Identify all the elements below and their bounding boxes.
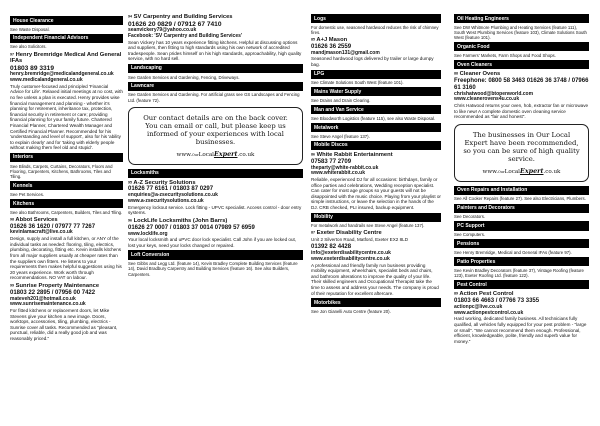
listing-description: Emergency lockout service. Lock fitting - UPVC specialist. Access control - door entry systems. <box>128 204 302 216</box>
feature-number: 88 <box>454 71 458 76</box>
section-note: For metalwork and handrails see Steve Angel (feature 137). <box>311 223 425 229</box>
listing-facebook[interactable]: Facebook: 'SV Carpentry and Building Services' <box>128 32 243 39</box>
promo-text: Our contact details are on the back cover. You can email or call, but please keep us informed of your experiences with local businesses. <box>143 113 288 146</box>
logo-local: Local <box>198 151 214 158</box>
section-header: Mobility <box>311 213 441 222</box>
section-note: For domestic use, seasoned hardwood reduces the risk of chimney fires. <box>311 24 439 35</box>
listing-description: Design, supply and install a full kitchen, or ANY of the individual tasks as needed: flooring, tiling, electrics, plumbing, decorating, fitting etc. Kevin installs kitchens from all major suppliers usually at cheaper rates than the suppliers own fitters. He listens to your requirements then makes helpful suggestions using his 20 years experience. Work worth through recommendations. NO VAT on labour. <box>10 236 122 281</box>
listing-name-text: Exeter Disability Centre <box>316 230 382 237</box>
logo-our: Our <box>192 152 199 157</box>
listing-name <box>454 291 589 298</box>
section-note: See Computers. <box>454 232 486 238</box>
listing-name-text: Abbot Services <box>15 216 58 223</box>
section-header: Painters and Decorators <box>454 204 589 213</box>
section-note: See Henry Bremridge, Medical and General IFAs (feature 97). <box>454 249 572 255</box>
section-header: Mobile Discos <box>311 141 441 150</box>
logo-www: www. <box>482 169 499 175</box>
listing-email[interactable]: info@exeterdisabilitycentre.co.uk <box>311 250 391 257</box>
listing-name-text: Henry Bremridge Medical And General IFAs <box>10 51 122 65</box>
feature-number: 85 <box>311 37 315 42</box>
listing-email[interactable]: actionpc@live.co.uk <box>454 303 503 310</box>
listing-phone: 01803 89 3319 <box>10 64 55 72</box>
section-note: See Kevin Bradley Decorators (feature 37), Vintage Roofing (feature 123), Exeter Roofing Ltd. (feature 122). <box>454 267 584 278</box>
logo-expert: Expert <box>213 149 238 158</box>
listing-website[interactable]: www.exeterdisabilitycentre.co.uk <box>311 255 390 262</box>
listing-email[interactable]: mateveh201@hotmail.co.uk <box>10 295 76 302</box>
ourlocalexpert-logo <box>463 168 580 176</box>
listing-website[interactable]: www.medicalandgeneral.co.uk <box>10 77 83 84</box>
listing-website[interactable]: www.a-zsecuritysolutions.co.uk <box>128 198 204 205</box>
section-note: See Drains and Drain Clearing. <box>311 97 371 103</box>
section-header: Oven Repairs and Installation <box>454 186 589 195</box>
feature-number: 97 <box>10 52 14 57</box>
listing-phone: 01626 27 0007 / 01803 37 0014 07989 57 6959 <box>128 224 255 231</box>
listing-phone: 07583 77 2709 <box>311 158 352 165</box>
listing-name-text: Action Pest Control <box>459 291 514 298</box>
section-header: LPG <box>311 70 441 79</box>
promo-box <box>454 124 589 182</box>
logo-expert: Expert <box>519 167 544 175</box>
logo-www: www. <box>176 151 193 158</box>
listing-website[interactable]: www.locklife.org <box>128 230 168 237</box>
section-header: Organic Food <box>454 42 589 51</box>
section-note: See also Solicitors. <box>10 44 47 50</box>
listing-description: For fitted kitchens or replacement doors, let Mike Stevens give your kitchen a new image. Doors, worktops, accessories, tiling, plumbing, electrics - Sunrise cover all tasks. Recommended as "pleasant, punctual, reliable, did a really good job and was reasonably priced." <box>10 308 118 341</box>
listing-name-text: Cleaner Ovens <box>459 71 501 78</box>
listing-description: Your local locksmith and uPVC door lock specialist. Call John if you are locked out, lost your keys, need your locks changed or repaired. <box>128 237 297 248</box>
section-header: Kennels <box>10 181 123 190</box>
listing-phone: 01392 82 4428 <box>311 244 352 251</box>
column-3 <box>311 14 441 316</box>
listing-website[interactable]: www.cleanerovens4u.co.uk <box>454 96 520 103</box>
column-4 <box>454 14 589 346</box>
feature-number: 86 <box>311 152 315 157</box>
ourlocalexpert-logo <box>137 151 294 159</box>
section-header: Independent Financial Advisors <box>10 34 123 43</box>
listing-description: Hard working, dedicated family business. All technicians fully qualified, all vehicles fully equipped for your pest problem - "large or small". "We cannot recommend them enough. Professional, efficient, knowledgeable, polite, friendly and superb value for money." <box>454 316 587 344</box>
listing-name <box>311 230 441 237</box>
feature-number: 89 <box>454 291 458 296</box>
listing-email[interactable]: seanvickery79@yahoo.co.uk <box>128 27 197 34</box>
section-note: See Jon Gianelli Auto Centre (feature 20). <box>311 308 391 314</box>
section-note: See Steve Angel (feature 137). <box>311 133 370 139</box>
section-header: Patio Properties <box>454 257 589 266</box>
logo-local: Local <box>504 169 520 175</box>
section-header: Man and Van Service <box>311 105 441 114</box>
listing-phone: 01626 36 2559 <box>311 43 352 50</box>
listing-phone: 01803 22 2895 / 07956 00 7422 <box>10 289 96 296</box>
listing-name <box>10 283 123 290</box>
section-header: Kitchens <box>10 199 123 208</box>
listing-name-text: LockLife Locksmiths (John Barrs) <box>133 218 228 224</box>
listing-phone: 01626 20 0829 / 07912 67 7410 <box>128 20 222 28</box>
section-header: Motorbikes <box>311 298 441 307</box>
section-note: See Garden Services and Gardening, Fencing, Driveways. <box>128 74 240 80</box>
listing-name <box>311 152 441 159</box>
feature-number: 95 <box>128 180 132 185</box>
section-note: See also Bathrooms, Carpenters, Builders, Tiles and Tiling. <box>10 209 123 215</box>
listing-email[interactable]: mandjmason131@gmail.com <box>311 49 380 56</box>
listing-description: Reliable, experienced DJ for all occasions: birthdays, family or office parties and celebrations, Wedding reception specialist. Can cater for most age groups so your guests will not be disappointed with the music choice. Playing from your playlist or simple instructions, or leave the selection in the hands of the DJ. CRB checked, PLI insured, backup equipment. <box>311 177 441 210</box>
section-header: Lawncare <box>128 82 303 91</box>
logo-tld: .co.uk <box>237 151 255 158</box>
listing-name <box>128 180 303 187</box>
listing-website[interactable]: www.actionpestcontrol.co.uk <box>454 309 524 316</box>
section-note: See Gibbs and Legg Ltd. (feature 14), Kevin Bradley Complete Building Services (feature 14), David Bradbury Carpentry and Building Services (feature 16). See also Builders, Carpenters. <box>128 261 298 277</box>
section-note: See Waste Disposal. <box>10 26 50 32</box>
section-header: Interiors <box>10 153 123 162</box>
listing-website[interactable]: www.sunrisemaintenance.co.uk <box>10 301 86 308</box>
listing-description: Truly customer-focused and principled 'Financial Advice for Life'. Relaxed initial meetings at no cost, with no fee unless a plan is executed. Henry provides wise financial management and planning - whether it's planning for retirement, inheritance tax, protection, financial security in retirement or care; providing financial planning for your family future. Chartered Financial Planner, Chartered Wealth Manager and Certified Financial Planner. Recommended for his 'understanding and level of support', also for his 'ability to explain clearly' and for 'taking with elderly people without making them feel old and stupid'. <box>10 83 123 151</box>
feature-number: 94 <box>128 14 132 19</box>
listing-phone: 01626 77 6161 / 01803 87 0297 <box>128 186 214 193</box>
section-header: Landscaping <box>128 64 303 73</box>
section-header: Oil Heating Engineers <box>454 14 589 23</box>
listing-email[interactable]: enquiries@a-zsecuritysolutions.co.uk <box>128 192 218 199</box>
section-header: Logs <box>311 14 441 23</box>
promo-text: The businesses in Our Local Expert have been recommended, so you can be sure of high quality service. <box>463 130 580 163</box>
section-note: See Decorators. <box>454 214 486 220</box>
logo-tld: .co.uk <box>543 169 561 175</box>
listing-name <box>454 71 589 78</box>
listing-name <box>311 37 441 44</box>
section-header: PC Support <box>454 221 589 230</box>
section-note: See Garden Services and Gardening. For artificial grass see GS Landscapes and Fencing Ltd. (feature 72). <box>128 92 300 103</box>
listing-name-text: A-Z Security Solutions <box>133 179 196 186</box>
listing-description: A professional and friendly family run business providing mobility equipment, wheelchairs, specialist beds and chairs, and bathroom alterations to improve the quality of your life. Their skilled engineers and Occupational Therapist take the time to assess and address your needs. The company is proud of their reputation for excellent aftercare. <box>311 262 439 296</box>
feature-number: 96 <box>128 218 132 223</box>
promo-box <box>128 107 303 165</box>
column-1 <box>10 14 123 343</box>
section-note: See Pet Services. <box>10 191 45 197</box>
listing-email[interactable]: kevinlamacraft@live.co.uk <box>10 229 73 236</box>
listing-email[interactable]: theparty@white-rabbit.co.uk <box>311 164 379 171</box>
section-header: Pensions <box>454 239 589 248</box>
listing-name-text: A+J Mason <box>316 37 348 44</box>
feature-number: 98 <box>10 217 14 222</box>
listing-name <box>128 14 303 21</box>
listing-name-text: SV Carpentry and Building Services <box>133 14 233 20</box>
listing-description: Sean Vickery has 10 years experience fitting kitchens. Helpful at discussing options and suppliers, then fitting to high standards using his own network of accredited tradespeople. Sean prides himself on his high standards, approachability, high quality service, with no hard sell. <box>128 39 302 62</box>
logo-our: Our <box>498 170 505 174</box>
listing-email[interactable]: chrishatwood@btopenworld.com <box>454 90 534 97</box>
listing-address: Unit 2 Silverton Road, Matford, Exeter EX2 8LD <box>311 237 409 243</box>
section-header: Oven Cleaners <box>454 60 589 69</box>
section-header: Pest Control <box>454 280 589 289</box>
listing-name <box>128 218 303 225</box>
listing-description: Chris Hatwood returns your oven, hob, extractor fan or microwave to like new! A complete domestic oven cleaning service recommended as "fair and honest". <box>454 103 589 120</box>
listing-name <box>10 52 123 65</box>
section-note: See Bloodworth Logistics (feature 115), see also Waste Disposal. <box>311 115 436 121</box>
feature-number: 87 <box>311 230 315 235</box>
listing-website[interactable]: www.whiterabbit.co.uk <box>311 170 365 177</box>
section-note: See DW Whitmore Plumbing and Heating Services (feature 111), South West Plumbing Services (feature 103), Climate Solutions South West (feature 101). <box>454 24 587 41</box>
feature-number: 99 <box>10 283 14 288</box>
section-header: Locksmiths <box>128 169 303 178</box>
section-note: See All Cooker Repairs (feature 27). See also Electricians, Plumbers. <box>454 196 586 202</box>
section-header: Mains Water Supply <box>311 87 441 96</box>
section-note: See Blinds, Carpets, Curtains, Decorators, Floors and Flooring, Carpenters, Kitchens, Bathrooms, Tiles and Tiling. <box>10 163 113 180</box>
listing-name-text: Sunrise Property Maintenance <box>15 282 100 289</box>
column-2 <box>128 14 303 279</box>
listing-phone: 01803 66 4663 / 07766 73 3355 <box>454 297 540 304</box>
section-header: Metalwork <box>311 123 441 132</box>
listing-phone: 01626 36 1620 / 07977 77 7267 <box>10 223 96 230</box>
section-note: See Farmers' Markets, Farm Shops and Food Shops. <box>454 52 556 58</box>
listing-name <box>10 217 123 224</box>
section-header: Loft Conversion <box>128 250 303 259</box>
section-note: See Climate Solutions South West (feature 101). <box>311 80 404 86</box>
listing-name-text: White Rabbit Entertainment <box>316 151 393 158</box>
listing-phone: Freephone: 0800 58 3463 01626 36 3748 / 07966 61 3160 <box>454 77 589 91</box>
listing-email[interactable]: henry.bremridge@medicalandgeneral.co.uk <box>10 71 114 78</box>
section-header: House Clearance <box>10 16 123 25</box>
listing-description: Seasoned hardwood logs delivered by trailer or large dumpy bag. <box>311 56 434 67</box>
